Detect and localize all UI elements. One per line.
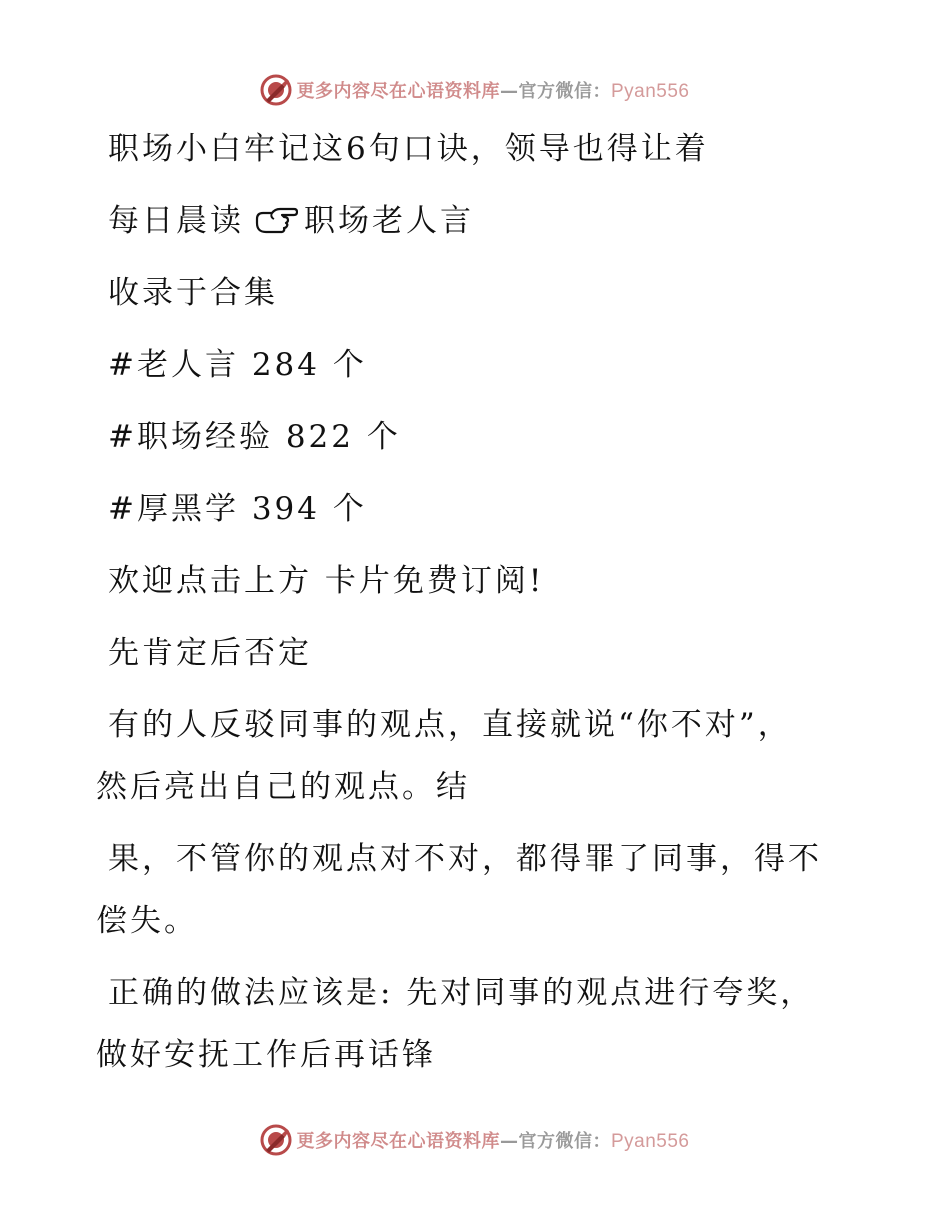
- collection-label: 收录于合集: [108, 275, 278, 311]
- series-left: 每日晨读: [108, 203, 244, 239]
- paragraph-line: 有的人反驳同事的观点，直接就说“你不对”，: [108, 707, 792, 743]
- pen-logo-icon: [260, 1124, 292, 1156]
- watermark-banner-bottom: [0, 1120, 950, 1160]
- watermark-handle: Pyan556: [610, 1131, 690, 1152]
- subscribe-prompt: 欢迎点击上方 卡片免费订阅!: [108, 563, 545, 599]
- tag-link[interactable]: #老人言 284 个: [108, 347, 367, 383]
- paragraph-line: 偿失。: [96, 903, 198, 939]
- paragraph-line: 果，不管你的观点对不对，都得罪了同事，得不: [108, 841, 822, 877]
- paragraph-line: 做好安抚工作后再话锋: [96, 1037, 436, 1073]
- pen-logo-icon: [260, 74, 292, 106]
- tag-link[interactable]: #职场经验 822 个: [108, 419, 401, 455]
- watermark-text: [296, 77, 689, 103]
- tag-link[interactable]: #厚黑学 394 个: [108, 491, 367, 527]
- watermark-wechat-label: 官方微信：: [518, 81, 611, 102]
- watermark-handle: Pyan556: [610, 81, 690, 102]
- pointing-hand-icon: [254, 205, 298, 235]
- watermark-banner-top: [0, 70, 950, 110]
- article-body: [96, 118, 856, 1086]
- paragraph-line: 然后亮出自己的观点。结: [96, 769, 470, 805]
- article-title: 职场小白牢记这6句口诀，领导也得让着: [108, 131, 709, 167]
- watermark-separator: —: [499, 81, 519, 102]
- series-line: [96, 190, 856, 252]
- paragraph-line: 正确的做法应该是: 先对同事的观点进行夸奖，: [108, 975, 815, 1011]
- watermark-site: 更多内容尽在心语资料库: [296, 1131, 500, 1152]
- section-heading: 先肯定后否定: [108, 635, 312, 671]
- watermark-site: 更多内容尽在心语资料库: [296, 81, 500, 102]
- watermark-wechat-label: 官方微信：: [518, 1131, 611, 1152]
- series-right: 职场老人言: [304, 203, 474, 239]
- watermark-separator: —: [499, 1131, 519, 1152]
- watermark-text: [296, 1127, 689, 1153]
